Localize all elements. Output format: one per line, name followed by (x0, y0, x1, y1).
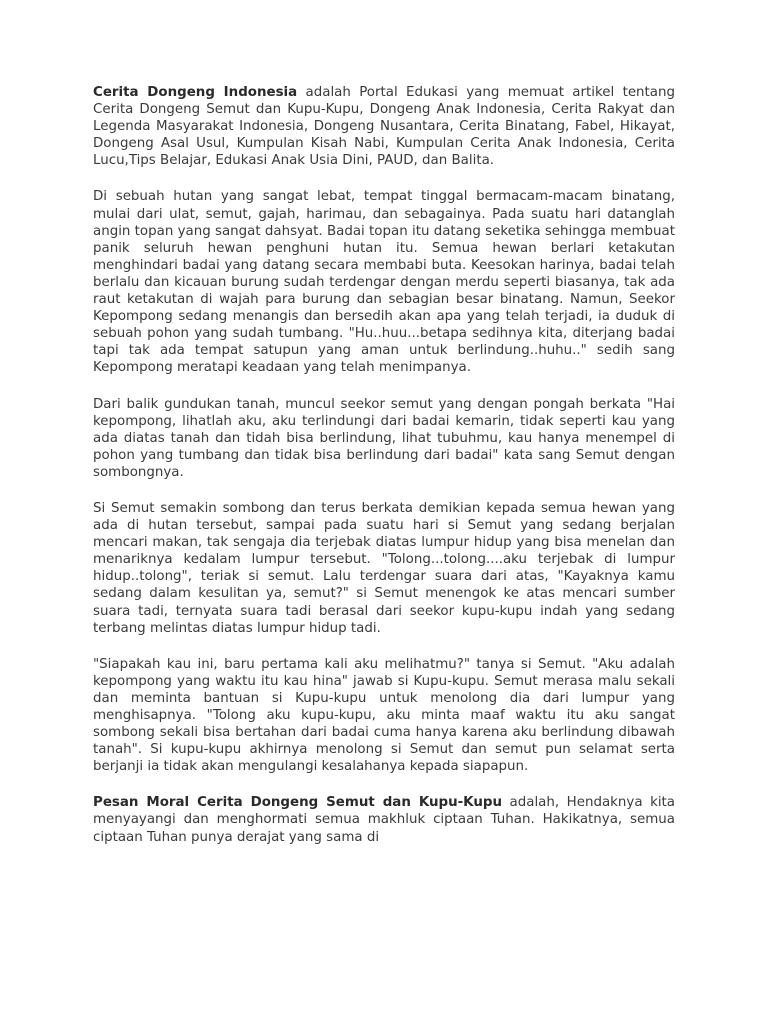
moral-heading: Pesan Moral Cerita Dongeng Semut dan Kupu-Kupu (93, 795, 502, 811)
intro-text: adalah Portal Edukasi yang memuat artikel tentang Cerita Dongeng Semut dan Kupu-Kupu, Dongeng Anak Indonesia, Cerita Rakyat dan Legenda Masyarakat Indonesia, Dongeng Nusantara, Cerita Binatang, Fabel, Hikayat, Dongeng Asal Usul, Kumpulan Kisah Nabi, Kumpulan Cerita Anak Indonesia, Cerita Lucu,Tips Belajar, Edukasi Anak Usia Dini, PAUD, dan Balita. (93, 85, 675, 169)
moral-paragraph (93, 794, 675, 845)
story-paragraph-3: Si Semut semakin sombong dan terus berkata demikian kepada semua hewan yang ada di hutan tersebut, sampai pada suatu hari si Semut yang sedang berjalan mencari makan, tak sengaja dia terjebak diatas lumpur hidup yang bisa menelan dan menariknya kedalam lumpur tersebut. "Tolong...tolong....aku terjebak di lumpur hidup..tolong", teriak si semut. Lalu terdengar suara dari atas, "Kayaknya kamu sedang dalam kesulitan ya, semut?" si Semut menengok ke atas mencari sumber suara tadi, ternyata suara tadi berasal dari seekor kupu-kupu indah yang sedang terbang melintas diatas lumpur hidup tadi. (93, 500, 675, 636)
intro-paragraph (93, 84, 675, 169)
story-paragraph-4: "Siapakah kau ini, baru pertama kali aku melihatmu?" tanya si Semut. "Aku adalah kepompong yang waktu itu kau hina" jawab si Kupu-kupu. Semut merasa malu sekali dan meminta bantuan si Kupu-kupu untuk menolong dia dari lumpur yang menghisapnya. "Tolong aku kupu-kupu, aku minta maaf waktu itu aku sangat sombong sekali bisa bertahan dari badai cuma hanya karena aku berlindung dibawah tanah". Si kupu-kupu akhirnya menolong si Semut dan semut pun selamat serta berjanji ia tidak akan mengulangi kesalahanya kepada siapapun. (93, 656, 675, 775)
document-page (93, 84, 675, 865)
story-paragraph-2: Dari balik gundukan tanah, muncul seekor semut yang dengan pongah berkata "Hai kepompong, lihatlah aku, aku terlindungi dari badai kemarin, tidak seperti kau yang ada diatas tanah dan tidah bisa berlindung, lihat tubuhmu, kau hanya menempel di pohon yang tumbang dan tidak bisa berlindung dari badai" kata sang Semut dengan sombongnya. (93, 396, 675, 480)
intro-site-name: Cerita Dongeng Indonesia (93, 85, 298, 100)
moral-text: adalah, Hendaknya kita menyayangi dan menghormati semua makhluk ciptaan Tuhan. Hakikatnya, semua ciptaan Tuhan punya derajat yang sama di (93, 795, 676, 845)
story-paragraph-1: Di sebuah hutan yang sangat lebat, tempat tinggal bermacam-macam binatang, mulai dari ulat, semut, gajah, harimau, dan sebagainya. Pada suatu hari datanglah angin topan yang sangat dahsyat. Badai topan itu datang seketika sehingga membuat panik seluruh hewan penghuni hutan itu. Semua hewan berlari ketakutan menghindari badai yang datang secara membabi buta. Keesokan harinya, badai telah berlalu dan kicauan burung sudah terdengar dengan merdu seperti biasanya, tak ada raut ketakutan di wajah para burung dan sebagian besar binatang. Namun, Seekor Kepompong sedang menangis dan bersedih akan apa yang telah terjadi, ia duduk di sebuah pohon yang sudah tumbang. "Hu..huu...betapa sedihnya kita, diterjang badai tapi tak ada tempat satupun yang aman untuk berlindung..huhu.." sedih sang Kepompong meratapi keadaan yang telah menimpanya. (93, 189, 675, 376)
